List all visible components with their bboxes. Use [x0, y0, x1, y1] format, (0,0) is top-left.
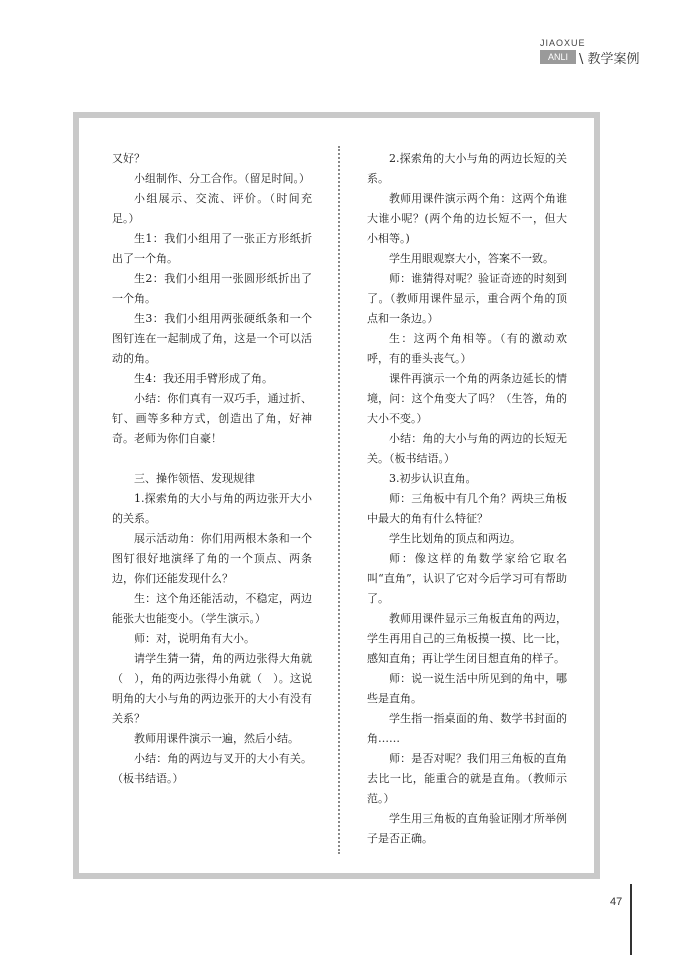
section-heading: 三、操作领悟、发现规律: [134, 472, 255, 485]
page-edge-bar: [630, 884, 632, 955]
paragraph: 生3：我们小组用两张硬纸条和一个图钉连在一起制成了角，这是一个可以活动的角。: [112, 312, 312, 365]
paragraph: 展示活动角：你们用两根木条和一个图钉很好地演绎了角的一个顶点、两条边，你们还能发现什么？: [112, 532, 312, 585]
paragraph: 2.探索角的大小与角的两边长短的关系。: [367, 152, 567, 185]
paragraph: 3.初步认识直角。: [389, 472, 477, 485]
paragraph: 小组制作、分工合作。（留足时间。）: [134, 172, 310, 185]
paragraph: 学生用眼观察大小，答案不一致。: [389, 252, 554, 265]
paragraph: 又好？: [112, 152, 145, 165]
paragraph: 生：这两个角相等。（有的激动欢呼，有的垂头丧气。）: [367, 332, 567, 365]
left-column: [112, 149, 312, 789]
paragraph: 教师用课件显示三角板直角的两边，学生再用自己的三角板摸一摸、比一比，感知直角；再让学生闭目想直角的样子。: [367, 612, 567, 665]
paragraph: 教师用课件演示一遍，然后小结。: [134, 732, 299, 745]
paragraph: 小组展示、交流、评价。（时间充足。）: [112, 192, 312, 225]
paragraph: 生4：我还用手臂形成了角。: [134, 372, 273, 385]
column-divider: [338, 146, 340, 854]
page-number: 47: [610, 896, 623, 908]
paragraph: 课件再演示一个角的两条边延长的情境，问：这个角变大了吗？（生答，角的大小不变。）: [367, 372, 567, 425]
paragraph: 小结：角的两边与叉开的大小有关。（板书结语。）: [112, 752, 312, 785]
paragraph: 学生用三角板的直角验证刚才所举例子是否正确。: [367, 812, 567, 845]
paragraph: 师：像这样的角数学家给它取名叫“直角”，认识了它对今后学习可有帮助了。: [367, 552, 567, 605]
paragraph: 生2：我们小组用一张圆形纸折出了一个角。: [112, 272, 312, 305]
paragraph: 师：对，说明角有大小。: [134, 632, 255, 645]
paragraph: 教师用课件演示两个角：这两个角谁大谁小呢？(两个角的边长短不一，但大小相等。): [367, 192, 567, 245]
paragraph: 小结：角的大小与角的两边的长短无关。（板书结语。）: [367, 432, 567, 465]
paragraph: 学生指一指桌面的角、数学书封面的角……: [367, 712, 567, 745]
header-kicker: JIAOXUE: [540, 38, 586, 48]
paragraph: 师：说一说生活中所见到的角中，哪些是直角。: [367, 672, 567, 705]
header-tag: ANLI: [540, 50, 576, 64]
paragraph: 师：是否对呢？我们用三角板的直角去比一比，能重合的就是直角。（教师示范。）: [367, 752, 567, 805]
paragraph: 学生比划角的顶点和两边。: [389, 532, 521, 545]
section-header: [540, 50, 640, 67]
paragraph: 师：谁猜得对呢？验证奇迹的时刻到了。（教师用课件显示，重合两个角的顶点和一条边。）: [367, 272, 567, 325]
right-column: [367, 149, 567, 849]
paragraph: 小结：你们真有一双巧手，通过折、钉、画等多种方式，创造出了角，好神奇。老师为你们自豪！: [112, 392, 312, 445]
paragraph: 1.探索角的大小与角的两边张开大小的关系。: [112, 492, 312, 525]
paragraph: 生：这个角还能活动，不稳定，两边能张大也能变小。（学生演示。）: [112, 592, 312, 625]
paragraph: 请学生猜一猜，角的两边张得大角就（ ），角的两边张得小角就（ ）。这说明角的大小与角的两边张开的大小有没有关系？: [112, 652, 312, 725]
paragraph: 师：三角板中有几个角？两块三角板中最大的角有什么特征？: [367, 492, 567, 525]
section-title: \ 教学案例: [579, 51, 640, 67]
paragraph: 生1：我们小组用了一张正方形纸折出了一个角。: [112, 232, 312, 265]
